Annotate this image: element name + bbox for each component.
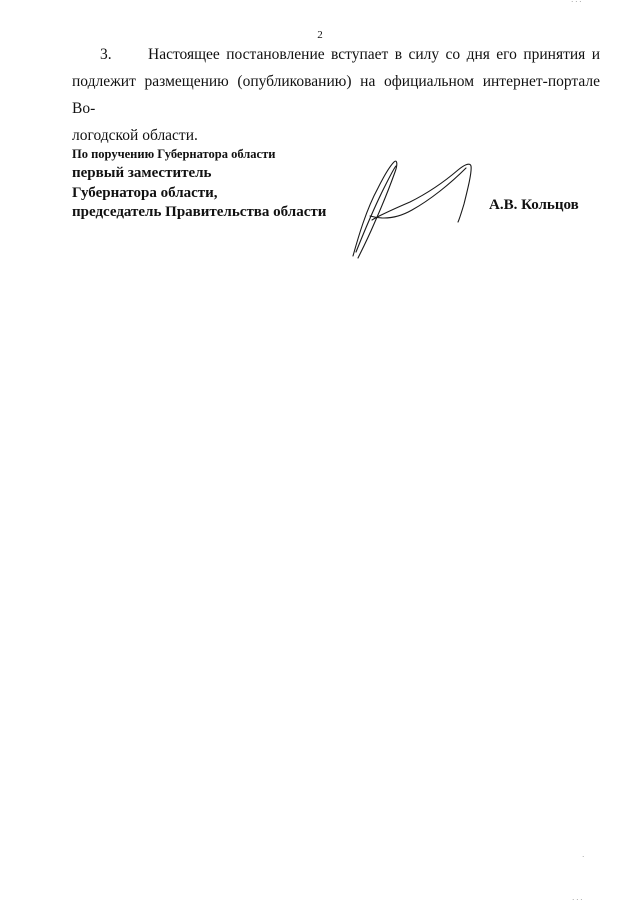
by-order-line: По поручению Губернатора области xyxy=(72,147,276,161)
scan-mark-bottom-right-2: · · · xyxy=(572,896,583,904)
handwritten-signature xyxy=(340,158,485,260)
paragraph-line-3: логодской области. xyxy=(72,127,198,144)
paragraph-number: 3. xyxy=(100,46,112,63)
paragraph-line-1 xyxy=(72,41,600,68)
signer-position-line-2: Губернатора области, xyxy=(72,184,218,201)
signer-position-line-1: первый заместитель xyxy=(72,165,212,181)
scan-mark-bottom-right: · xyxy=(582,853,585,861)
paragraph-line-1-text: Настоящее постановление вступает в силу со дня его принятия и xyxy=(148,46,600,63)
page-number: 2 xyxy=(317,29,323,41)
signature-block xyxy=(72,146,326,223)
scan-mark-top-right: · · · xyxy=(571,0,582,6)
signer-name: А.В. Кольцов xyxy=(489,197,579,213)
paragraph-line-2: подлежит размещению (опубликованию) на официальном интернет-портале Во- xyxy=(72,73,600,117)
signer-position-line-3: председатель Правительства области xyxy=(72,204,327,220)
paragraph-3 xyxy=(72,41,600,149)
